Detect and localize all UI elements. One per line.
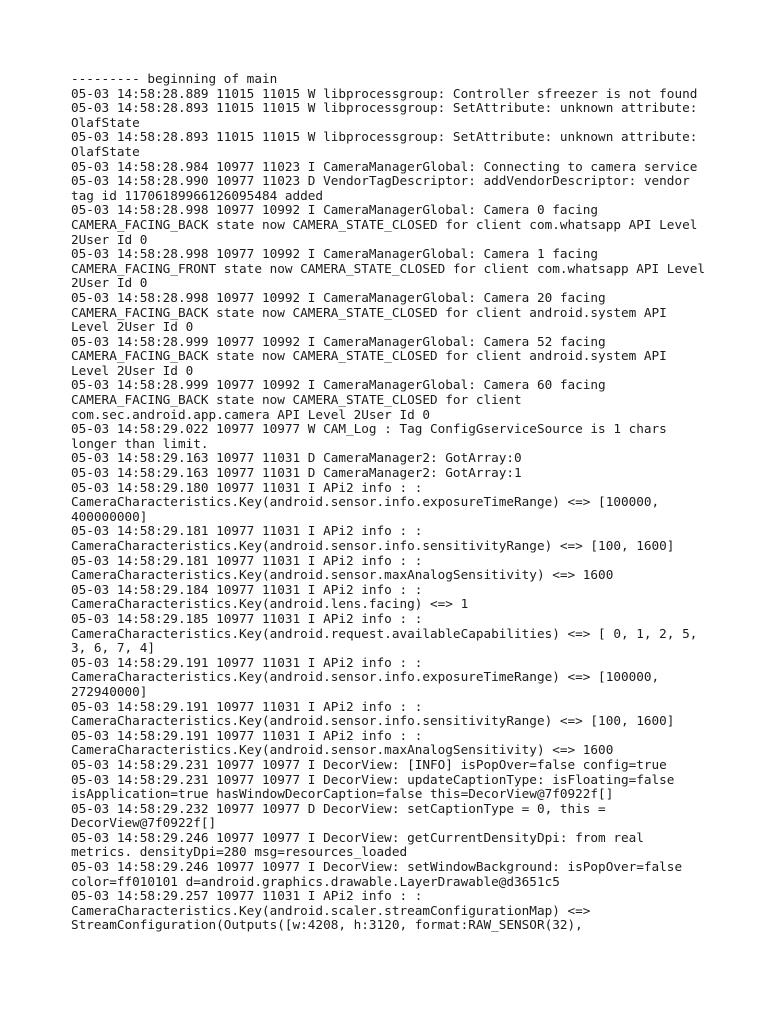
log-line: 05-03 14:58:29.257 10977 11031 I APi2 info : :	[71, 888, 423, 904]
log-line: CameraCharacteristics.Key(android.sensor.info.exposureTimeRange) <=> [100000,	[71, 669, 660, 685]
log-line: CameraCharacteristics.Key(android.sensor.maxAnalogSensitivity) <=> 1600	[71, 567, 614, 583]
log-line: color=ff010101 d=android.graphics.drawable.LayerDrawable@d3651c5	[71, 873, 560, 889]
log-line: CameraCharacteristics.Key(android.lens.facing) <=> 1	[71, 596, 469, 612]
log-line: 05-03 14:58:28.998 10977 10992 I CameraManagerGlobal: Camera 1 facing	[71, 246, 599, 262]
log-line: 2User Id 0	[71, 231, 148, 247]
log-line: 05-03 14:58:29.246 10977 10977 I DecorView: setWindowBackground: isPopOver=false	[71, 859, 683, 875]
log-line: DecorView@7f0922f[]	[71, 815, 217, 831]
log-line: CameraCharacteristics.Key(android.sensor.maxAnalogSensitivity) <=> 1600	[71, 742, 614, 758]
log-line: 05-03 14:58:28.999 10977 10992 I CameraManagerGlobal: Camera 60 facing	[71, 377, 606, 393]
log-line: 05-03 14:58:29.184 10977 11031 I APi2 info : :	[71, 581, 423, 597]
log-line: 05-03 14:58:29.181 10977 11031 I APi2 info : :	[71, 523, 423, 539]
log-line: metrics. densityDpi=280 msg=resources_loaded	[71, 844, 408, 860]
log-line: longer than limit.	[71, 435, 209, 451]
log-line: 05-03 14:58:28.990 10977 11023 D VendorTagDescriptor: addVendorDescriptor: vendor	[71, 173, 690, 189]
log-line: 05-03 14:58:29.181 10977 11031 I APi2 info : :	[71, 552, 423, 568]
log-line: 05-03 14:58:29.191 10977 11031 I APi2 info : :	[71, 654, 423, 670]
log-line: 05-03 14:58:29.163 10977 11031 D CameraManager2: GotArray:0	[71, 450, 522, 466]
log-line: 05-03 14:58:29.246 10977 10977 I DecorView: getCurrentDensityDpi: from real	[71, 829, 644, 845]
log-line: isApplication=true hasWindowDecorCaption=false this=DecorView@7f0922f[]	[71, 786, 614, 802]
log-line: 05-03 14:58:29.232 10977 10977 D DecorView: setCaptionType = 0, this =	[71, 800, 606, 816]
log-line: 05-03 14:58:28.893 11015 11015 W libprocessgroup: SetAttribute: unknown attribute:	[71, 100, 698, 116]
log-line: 05-03 14:58:28.984 10977 11023 I CameraManagerGlobal: Connecting to camera service	[71, 158, 698, 174]
log-line: 05-03 14:58:28.889 11015 11015 W libprocessgroup: Controller sfreezer is not found	[71, 85, 698, 101]
log-line: CAMERA_FACING_BACK state now CAMERA_STATE_CLOSED for client com.whatsapp API Level	[71, 216, 698, 232]
log-line: 05-03 14:58:29.180 10977 11031 I APi2 info : :	[71, 479, 423, 495]
log-line: 05-03 14:58:29.185 10977 11031 I APi2 info : :	[71, 610, 423, 626]
log-line: 05-03 14:58:29.231 10977 10977 I DecorView: updateCaptionType: isFloating=false	[71, 771, 675, 787]
log-line: 05-03 14:58:28.893 11015 11015 W libprocessgroup: SetAttribute: unknown attribute:	[71, 129, 698, 145]
log-line: --------- beginning of main	[71, 71, 278, 86]
log-line: 2User Id 0	[71, 275, 148, 291]
log-line: 3, 6, 7, 4]	[71, 640, 156, 656]
log-text-block	[71, 72, 711, 933]
log-line: com.sec.android.app.camera API Level 2User Id 0	[71, 406, 431, 422]
log-line: CAMERA_FACING_BACK state now CAMERA_STATE_CLOSED for client android.system API	[71, 348, 667, 364]
log-line: CameraCharacteristics.Key(android.sensor.info.sensitivityRange) <=> [100, 1600]	[71, 538, 675, 553]
log-line: 05-03 14:58:29.191 10977 11031 I APi2 info : :	[71, 698, 423, 714]
log-line: 05-03 14:58:29.022 10977 10977 W CAM_Log : Tag ConfigGserviceSource is 1 chars	[71, 421, 667, 437]
log-line: 05-03 14:58:28.998 10977 10992 I CameraManagerGlobal: Camera 0 facing	[71, 202, 599, 218]
log-line: 05-03 14:58:28.998 10977 10992 I CameraManagerGlobal: Camera 20 facing	[71, 289, 606, 305]
log-line: 272940000]	[71, 683, 148, 699]
log-line: OlafState	[71, 143, 140, 159]
log-line: Level 2User Id 0	[71, 362, 194, 378]
log-line: 05-03 14:58:29.191 10977 11031 I APi2 info : :	[71, 727, 423, 743]
log-line: tag id 11706189966126095484 added	[71, 187, 324, 203]
log-line: CameraCharacteristics.Key(android.scaler.streamConfigurationMap) <=>	[71, 902, 591, 918]
log-line: CAMERA_FACING_FRONT state now CAMERA_STATE_CLOSED for client com.whatsapp API Level	[71, 260, 705, 276]
log-line: CAMERA_FACING_BACK state now CAMERA_STATE_CLOSED for client	[71, 392, 522, 408]
log-line: 05-03 14:58:29.163 10977 11031 D CameraManager2: GotArray:1	[71, 465, 522, 481]
log-line: 400000000]	[71, 508, 148, 524]
log-line: CameraCharacteristics.Key(android.sensor.info.sensitivityRange) <=> [100, 1600]	[71, 713, 675, 729]
log-line: OlafState	[71, 114, 140, 130]
log-line: Level 2User Id 0	[71, 319, 194, 335]
log-line: StreamConfiguration(Outputs([w:4208, h:3120, format:RAW_SENSOR(32),	[71, 917, 583, 933]
log-line: 05-03 14:58:28.999 10977 10992 I CameraManagerGlobal: Camera 52 facing	[71, 333, 606, 349]
log-line: CameraCharacteristics.Key(android.request.availableCapabilities) <=> [ 0, 1, 2, 5,	[71, 625, 698, 641]
log-line: CameraCharacteristics.Key(android.sensor.info.exposureTimeRange) <=> [100000,	[71, 494, 660, 510]
log-line: 05-03 14:58:29.231 10977 10977 I DecorView: [INFO] isPopOver=false config=true	[71, 756, 667, 772]
log-line: CAMERA_FACING_BACK state now CAMERA_STATE_CLOSED for client android.system API	[71, 304, 667, 320]
